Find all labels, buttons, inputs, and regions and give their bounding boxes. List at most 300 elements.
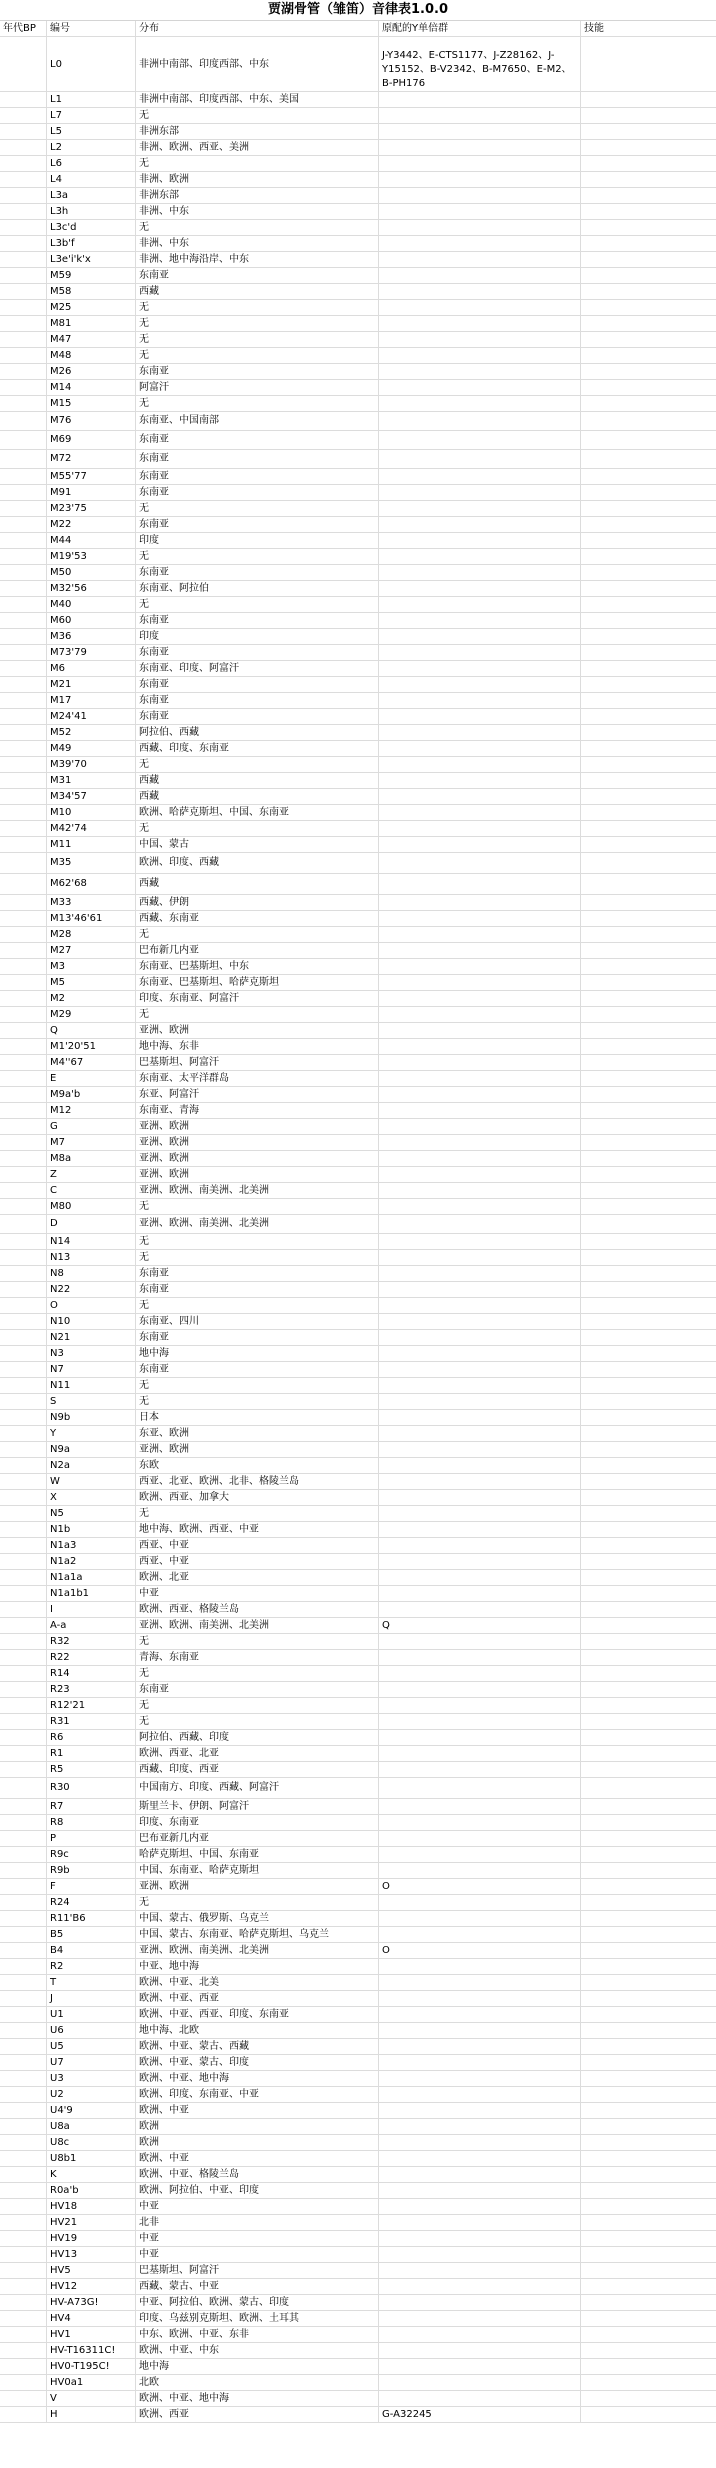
skill-cell[interactable] xyxy=(580,1410,716,1425)
y-haplogroup-cell[interactable] xyxy=(378,108,580,123)
id-cell[interactable]: R2 xyxy=(46,1959,135,1974)
era-cell[interactable] xyxy=(0,2359,46,2374)
id-cell[interactable]: L2 xyxy=(46,140,135,155)
y-haplogroup-cell[interactable] xyxy=(378,1183,580,1198)
distribution-cell[interactable]: 东南亚、青海 xyxy=(135,1103,378,1118)
y-haplogroup-cell[interactable] xyxy=(378,1682,580,1697)
skill-cell[interactable] xyxy=(580,677,716,692)
era-cell[interactable] xyxy=(0,1023,46,1038)
y-haplogroup-cell[interactable] xyxy=(378,1119,580,1134)
y-haplogroup-cell[interactable] xyxy=(378,1087,580,1102)
skill-cell[interactable] xyxy=(580,2119,716,2134)
distribution-cell[interactable]: 东南亚、巴基斯坦、中东 xyxy=(135,959,378,974)
y-haplogroup-cell[interactable] xyxy=(378,975,580,990)
id-cell[interactable]: M48 xyxy=(46,348,135,363)
id-cell[interactable]: M60 xyxy=(46,613,135,628)
id-cell[interactable]: M42'74 xyxy=(46,821,135,836)
id-cell[interactable]: M72 xyxy=(46,450,135,468)
distribution-cell[interactable]: 中国、蒙古、俄罗斯、乌克兰 xyxy=(135,1911,378,1926)
skill-cell[interactable] xyxy=(580,2103,716,2118)
skill-cell[interactable] xyxy=(580,501,716,516)
distribution-cell[interactable]: 欧洲、中亚、蒙古、印度 xyxy=(135,2055,378,2070)
distribution-cell[interactable]: 非洲、欧洲、西亚、美洲 xyxy=(135,140,378,155)
y-haplogroup-cell[interactable] xyxy=(378,1815,580,1830)
id-cell[interactable]: N21 xyxy=(46,1330,135,1345)
era-cell[interactable] xyxy=(0,1650,46,1665)
skill-cell[interactable] xyxy=(580,1007,716,1022)
era-cell[interactable] xyxy=(0,1895,46,1910)
skill-cell[interactable] xyxy=(580,2311,716,2326)
y-haplogroup-cell[interactable] xyxy=(378,597,580,612)
id-cell[interactable]: R8 xyxy=(46,1815,135,1830)
distribution-cell[interactable]: 阿富汗 xyxy=(135,380,378,395)
id-cell[interactable]: M1'20'51 xyxy=(46,1039,135,1054)
era-cell[interactable] xyxy=(0,613,46,628)
id-cell[interactable]: M62'68 xyxy=(46,874,135,894)
distribution-cell[interactable]: 东南亚 xyxy=(135,485,378,500)
distribution-cell[interactable]: 无 xyxy=(135,549,378,564)
id-cell[interactable]: N14 xyxy=(46,1234,135,1249)
distribution-cell[interactable]: 地中海 xyxy=(135,1346,378,1361)
id-cell[interactable]: A-a xyxy=(46,1618,135,1633)
y-haplogroup-cell[interactable] xyxy=(378,1991,580,2006)
era-cell[interactable] xyxy=(0,1799,46,1814)
id-cell[interactable]: L6 xyxy=(46,156,135,171)
era-cell[interactable] xyxy=(0,1879,46,1894)
era-cell[interactable] xyxy=(0,1847,46,1862)
skill-cell[interactable] xyxy=(580,2039,716,2054)
y-haplogroup-cell[interactable] xyxy=(378,2103,580,2118)
era-cell[interactable] xyxy=(0,1618,46,1633)
skill-cell[interactable] xyxy=(580,1103,716,1118)
skill-cell[interactable] xyxy=(580,316,716,331)
era-cell[interactable] xyxy=(0,1522,46,1537)
skill-cell[interactable] xyxy=(580,156,716,171)
distribution-cell[interactable]: 欧洲、西亚、北亚 xyxy=(135,1746,378,1761)
y-haplogroup-cell[interactable] xyxy=(378,1863,580,1878)
y-haplogroup-cell[interactable] xyxy=(378,874,580,894)
skill-cell[interactable] xyxy=(580,1911,716,1926)
id-cell[interactable]: HV19 xyxy=(46,2231,135,2246)
y-haplogroup-cell[interactable] xyxy=(378,156,580,171)
distribution-cell[interactable]: 非洲、中东 xyxy=(135,236,378,251)
distribution-cell[interactable]: 亚洲、欧洲、南美洲、北美洲 xyxy=(135,1215,378,1233)
distribution-cell[interactable]: 阿拉伯、西藏、印度 xyxy=(135,1730,378,1745)
skill-cell[interactable] xyxy=(580,431,716,449)
era-cell[interactable] xyxy=(0,1298,46,1313)
skill-cell[interactable] xyxy=(580,1831,716,1846)
y-haplogroup-cell[interactable] xyxy=(378,565,580,580)
y-haplogroup-cell[interactable]: Q xyxy=(378,1618,580,1633)
y-haplogroup-cell[interactable] xyxy=(378,533,580,548)
id-cell[interactable]: E xyxy=(46,1071,135,1086)
skill-cell[interactable] xyxy=(580,1863,716,1878)
skill-cell[interactable] xyxy=(580,1298,716,1313)
y-haplogroup-cell[interactable] xyxy=(378,2023,580,2038)
id-cell[interactable]: M12 xyxy=(46,1103,135,1118)
era-cell[interactable] xyxy=(0,2327,46,2342)
id-cell[interactable]: V xyxy=(46,2391,135,2406)
distribution-cell[interactable]: 无 xyxy=(135,220,378,235)
skill-cell[interactable] xyxy=(580,1730,716,1745)
skill-cell[interactable] xyxy=(580,2375,716,2390)
era-cell[interactable] xyxy=(0,1698,46,1713)
era-cell[interactable] xyxy=(0,108,46,123)
distribution-cell[interactable]: 欧洲、中亚、北美 xyxy=(135,1975,378,1990)
id-cell[interactable]: M17 xyxy=(46,693,135,708)
skill-cell[interactable] xyxy=(580,37,716,91)
distribution-cell[interactable]: 亚洲、欧洲 xyxy=(135,1167,378,1182)
y-haplogroup-cell[interactable] xyxy=(378,1234,580,1249)
distribution-cell[interactable]: 印度 xyxy=(135,533,378,548)
y-haplogroup-cell[interactable] xyxy=(378,2119,580,2134)
distribution-cell[interactable]: 西藏 xyxy=(135,874,378,894)
distribution-cell[interactable]: 巴布亚新几内亚 xyxy=(135,1831,378,1846)
y-haplogroup-cell[interactable] xyxy=(378,485,580,500)
era-cell[interactable] xyxy=(0,1474,46,1489)
skill-cell[interactable] xyxy=(580,2391,716,2406)
distribution-cell[interactable]: 印度 xyxy=(135,629,378,644)
era-cell[interactable] xyxy=(0,501,46,516)
y-haplogroup-cell[interactable] xyxy=(378,1975,580,1990)
skill-cell[interactable] xyxy=(580,517,716,532)
id-cell[interactable]: B5 xyxy=(46,1927,135,1942)
id-cell[interactable]: M19'53 xyxy=(46,549,135,564)
id-cell[interactable]: L1 xyxy=(46,92,135,107)
y-haplogroup-cell[interactable] xyxy=(378,1927,580,1942)
skill-cell[interactable] xyxy=(580,565,716,580)
id-cell[interactable]: N2a xyxy=(46,1458,135,1473)
era-cell[interactable] xyxy=(0,156,46,171)
id-cell[interactable]: HV4 xyxy=(46,2311,135,2326)
y-haplogroup-cell[interactable] xyxy=(378,2343,580,2358)
y-haplogroup-cell[interactable] xyxy=(378,789,580,804)
skill-cell[interactable] xyxy=(580,284,716,299)
y-haplogroup-cell[interactable] xyxy=(378,284,580,299)
era-cell[interactable] xyxy=(0,2023,46,2038)
skill-cell[interactable] xyxy=(580,2247,716,2262)
id-cell[interactable]: M59 xyxy=(46,268,135,283)
distribution-cell[interactable]: 非洲东部 xyxy=(135,124,378,139)
skill-cell[interactable] xyxy=(580,2359,716,2374)
skill-cell[interactable] xyxy=(580,943,716,958)
y-haplogroup-cell[interactable] xyxy=(378,581,580,596)
id-cell[interactable]: M22 xyxy=(46,517,135,532)
skill-cell[interactable] xyxy=(580,1714,716,1729)
distribution-cell[interactable]: 东南亚、四川 xyxy=(135,1314,378,1329)
y-haplogroup-cell[interactable] xyxy=(378,1847,580,1862)
distribution-cell[interactable]: 中亚、地中海 xyxy=(135,1959,378,1974)
distribution-cell[interactable]: 欧洲、西亚、格陵兰岛 xyxy=(135,1602,378,1617)
y-haplogroup-cell[interactable] xyxy=(378,2007,580,2022)
id-cell[interactable]: Q xyxy=(46,1023,135,1038)
y-haplogroup-cell[interactable] xyxy=(378,1634,580,1649)
y-haplogroup-cell[interactable] xyxy=(378,709,580,724)
distribution-cell[interactable]: 欧洲、中亚 xyxy=(135,2151,378,2166)
distribution-cell[interactable]: 北非 xyxy=(135,2215,378,2230)
y-haplogroup-cell[interactable] xyxy=(378,1442,580,1457)
id-cell[interactable]: M52 xyxy=(46,725,135,740)
era-cell[interactable] xyxy=(0,2151,46,2166)
y-haplogroup-cell[interactable] xyxy=(378,853,580,873)
id-cell[interactable]: B4 xyxy=(46,1943,135,1958)
distribution-cell[interactable]: 哈萨克斯坦、中国、东南亚 xyxy=(135,1847,378,1862)
skill-cell[interactable] xyxy=(580,348,716,363)
distribution-cell[interactable]: 无 xyxy=(135,1199,378,1214)
distribution-cell[interactable]: 无 xyxy=(135,316,378,331)
era-cell[interactable] xyxy=(0,1714,46,1729)
skill-cell[interactable] xyxy=(580,1378,716,1393)
era-cell[interactable] xyxy=(0,959,46,974)
y-haplogroup-cell[interactable] xyxy=(378,1426,580,1441)
distribution-cell[interactable]: 东南亚 xyxy=(135,364,378,379)
era-cell[interactable] xyxy=(0,2295,46,2310)
era-cell[interactable] xyxy=(0,975,46,990)
skill-cell[interactable] xyxy=(580,1362,716,1377)
skill-cell[interactable] xyxy=(580,1250,716,1265)
id-cell[interactable]: L5 xyxy=(46,124,135,139)
skill-cell[interactable] xyxy=(580,300,716,315)
era-cell[interactable] xyxy=(0,1815,46,1830)
skill-cell[interactable] xyxy=(580,1266,716,1281)
distribution-cell[interactable]: 西亚、北亚、欧洲、北非、格陵兰岛 xyxy=(135,1474,378,1489)
id-cell[interactable]: K xyxy=(46,2167,135,2182)
skill-cell[interactable] xyxy=(580,1490,716,1505)
id-cell[interactable]: M50 xyxy=(46,565,135,580)
distribution-cell[interactable]: 西藏、蒙古、中亚 xyxy=(135,2279,378,2294)
id-cell[interactable]: R22 xyxy=(46,1650,135,1665)
y-haplogroup-cell[interactable] xyxy=(378,469,580,484)
id-cell[interactable]: M35 xyxy=(46,853,135,873)
y-haplogroup-cell[interactable] xyxy=(378,1410,580,1425)
skill-cell[interactable] xyxy=(580,1570,716,1585)
id-cell[interactable]: M7 xyxy=(46,1135,135,1150)
skill-cell[interactable] xyxy=(580,220,716,235)
distribution-cell[interactable]: 欧洲、印度、东南亚、中亚 xyxy=(135,2087,378,2102)
y-haplogroup-cell[interactable] xyxy=(378,1799,580,1814)
distribution-cell[interactable]: 东南亚 xyxy=(135,268,378,283)
era-cell[interactable] xyxy=(0,1282,46,1297)
id-cell[interactable]: F xyxy=(46,1879,135,1894)
era-cell[interactable] xyxy=(0,412,46,430)
era-cell[interactable] xyxy=(0,1586,46,1601)
distribution-cell[interactable]: 东南亚 xyxy=(135,1266,378,1281)
skill-cell[interactable] xyxy=(580,741,716,756)
era-cell[interactable] xyxy=(0,1991,46,2006)
y-haplogroup-cell[interactable] xyxy=(378,1215,580,1233)
distribution-cell[interactable]: 地中海 xyxy=(135,2359,378,2374)
y-haplogroup-cell[interactable] xyxy=(378,1250,580,1265)
skill-cell[interactable] xyxy=(580,1991,716,2006)
distribution-cell[interactable]: 无 xyxy=(135,1394,378,1409)
skill-cell[interactable] xyxy=(580,1650,716,1665)
era-cell[interactable] xyxy=(0,300,46,315)
skill-cell[interactable] xyxy=(580,1071,716,1086)
distribution-cell[interactable]: 西亚、中亚 xyxy=(135,1538,378,1553)
skill-cell[interactable] xyxy=(580,1586,716,1601)
skill-cell[interactable] xyxy=(580,1087,716,1102)
y-haplogroup-cell[interactable] xyxy=(378,1314,580,1329)
era-cell[interactable] xyxy=(0,140,46,155)
distribution-cell[interactable]: 无 xyxy=(135,1007,378,1022)
y-haplogroup-cell[interactable] xyxy=(378,959,580,974)
distribution-cell[interactable]: 亚洲、欧洲 xyxy=(135,1023,378,1038)
era-cell[interactable] xyxy=(0,450,46,468)
skill-cell[interactable] xyxy=(580,2199,716,2214)
era-cell[interactable] xyxy=(0,895,46,910)
y-haplogroup-cell[interactable] xyxy=(378,364,580,379)
distribution-cell[interactable]: 西藏 xyxy=(135,284,378,299)
distribution-cell[interactable]: 欧洲、西亚 xyxy=(135,2407,378,2422)
era-cell[interactable] xyxy=(0,1570,46,1585)
id-cell[interactable]: D xyxy=(46,1215,135,1233)
y-haplogroup-cell[interactable] xyxy=(378,549,580,564)
y-haplogroup-cell[interactable] xyxy=(378,1458,580,1473)
y-haplogroup-cell[interactable] xyxy=(378,188,580,203)
distribution-cell[interactable]: 巴基斯坦、阿富汗 xyxy=(135,2263,378,2278)
era-cell[interactable] xyxy=(0,268,46,283)
y-haplogroup-cell[interactable] xyxy=(378,332,580,347)
skill-cell[interactable] xyxy=(580,2055,716,2070)
id-cell[interactable]: R5 xyxy=(46,1762,135,1777)
id-cell[interactable]: HV-T16311C! xyxy=(46,2343,135,2358)
y-haplogroup-cell[interactable] xyxy=(378,2055,580,2070)
id-cell[interactable]: M69 xyxy=(46,431,135,449)
id-cell[interactable]: HV18 xyxy=(46,2199,135,2214)
y-haplogroup-cell[interactable] xyxy=(378,821,580,836)
skill-cell[interactable] xyxy=(580,645,716,660)
y-haplogroup-cell[interactable] xyxy=(378,2359,580,2374)
distribution-cell[interactable]: 中国、东南亚、哈萨克斯坦 xyxy=(135,1863,378,1878)
y-haplogroup-cell[interactable] xyxy=(378,1298,580,1313)
skill-cell[interactable] xyxy=(580,927,716,942)
era-cell[interactable] xyxy=(0,2199,46,2214)
skill-cell[interactable] xyxy=(580,1927,716,1942)
skill-cell[interactable] xyxy=(580,821,716,836)
era-cell[interactable] xyxy=(0,645,46,660)
skill-cell[interactable] xyxy=(580,1847,716,1862)
id-cell[interactable]: M40 xyxy=(46,597,135,612)
y-haplogroup-cell[interactable] xyxy=(378,725,580,740)
y-haplogroup-cell[interactable] xyxy=(378,1762,580,1777)
skill-cell[interactable] xyxy=(580,2135,716,2150)
skill-cell[interactable] xyxy=(580,2407,716,2422)
skill-cell[interactable] xyxy=(580,236,716,251)
era-cell[interactable] xyxy=(0,2343,46,2358)
distribution-cell[interactable]: 无 xyxy=(135,1698,378,1713)
distribution-cell[interactable]: 亚洲、欧洲 xyxy=(135,1879,378,1894)
y-haplogroup-cell[interactable] xyxy=(378,757,580,772)
era-cell[interactable] xyxy=(0,188,46,203)
id-cell[interactable]: U7 xyxy=(46,2055,135,2070)
distribution-cell[interactable]: 东南亚 xyxy=(135,450,378,468)
era-cell[interactable] xyxy=(0,37,46,91)
distribution-cell[interactable]: 欧洲、中亚、蒙古、西藏 xyxy=(135,2039,378,2054)
id-cell[interactable]: U3 xyxy=(46,2071,135,2086)
distribution-cell[interactable]: 西藏、印度、东南亚 xyxy=(135,741,378,756)
era-cell[interactable] xyxy=(0,1927,46,1942)
y-haplogroup-cell[interactable] xyxy=(378,2215,580,2230)
id-cell[interactable]: M5 xyxy=(46,975,135,990)
id-cell[interactable]: M58 xyxy=(46,284,135,299)
id-cell[interactable]: N1a1a xyxy=(46,1570,135,1585)
era-cell[interactable] xyxy=(0,2007,46,2022)
era-cell[interactable] xyxy=(0,1103,46,1118)
distribution-cell[interactable]: 非洲东部 xyxy=(135,188,378,203)
id-cell[interactable]: M49 xyxy=(46,741,135,756)
id-cell[interactable]: N1a1b1 xyxy=(46,1586,135,1601)
era-cell[interactable] xyxy=(0,1055,46,1070)
id-cell[interactable]: L3b'f xyxy=(46,236,135,251)
era-cell[interactable] xyxy=(0,943,46,958)
distribution-cell[interactable]: 斯里兰卡、伊朗、阿富汗 xyxy=(135,1799,378,1814)
y-haplogroup-cell[interactable] xyxy=(378,124,580,139)
skill-cell[interactable] xyxy=(580,629,716,644)
distribution-cell[interactable]: 欧洲、中亚、西亚、印度、东南亚 xyxy=(135,2007,378,2022)
era-cell[interactable] xyxy=(0,124,46,139)
era-cell[interactable] xyxy=(0,2039,46,2054)
id-cell[interactable]: L3c'd xyxy=(46,220,135,235)
y-haplogroup-cell[interactable] xyxy=(378,2231,580,2246)
skill-cell[interactable] xyxy=(580,172,716,187)
y-haplogroup-cell[interactable] xyxy=(378,2247,580,2262)
skill-cell[interactable] xyxy=(580,2231,716,2246)
distribution-cell[interactable]: 欧洲、中亚 xyxy=(135,2103,378,2118)
id-cell[interactable]: M76 xyxy=(46,412,135,430)
skill-cell[interactable] xyxy=(580,1602,716,1617)
skill-cell[interactable] xyxy=(580,485,716,500)
id-cell[interactable]: M10 xyxy=(46,805,135,820)
skill-cell[interactable] xyxy=(580,661,716,676)
skill-cell[interactable] xyxy=(580,1762,716,1777)
distribution-cell[interactable]: 无 xyxy=(135,1506,378,1521)
era-cell[interactable] xyxy=(0,1330,46,1345)
id-cell[interactable]: M47 xyxy=(46,332,135,347)
id-cell[interactable]: Y xyxy=(46,1426,135,1441)
id-cell[interactable]: L0 xyxy=(46,37,135,91)
era-cell[interactable] xyxy=(0,2135,46,2150)
y-haplogroup-cell[interactable] xyxy=(378,2167,580,2182)
skill-cell[interactable] xyxy=(580,1895,716,1910)
era-cell[interactable] xyxy=(0,927,46,942)
skill-cell[interactable] xyxy=(580,975,716,990)
distribution-cell[interactable]: 无 xyxy=(135,1895,378,1910)
distribution-cell[interactable]: 无 xyxy=(135,156,378,171)
skill-cell[interactable] xyxy=(580,2215,716,2230)
era-cell[interactable] xyxy=(0,1167,46,1182)
era-cell[interactable] xyxy=(0,837,46,852)
distribution-cell[interactable]: 欧洲、中亚、格陵兰岛 xyxy=(135,2167,378,2182)
distribution-cell[interactable]: 东亚、阿富汗 xyxy=(135,1087,378,1102)
distribution-cell[interactable]: 中亚、阿拉伯、欧洲、蒙古、印度 xyxy=(135,2295,378,2310)
era-cell[interactable] xyxy=(0,1394,46,1409)
era-cell[interactable] xyxy=(0,2119,46,2134)
distribution-cell[interactable]: 亚洲、欧洲 xyxy=(135,1135,378,1150)
era-cell[interactable] xyxy=(0,757,46,772)
distribution-cell[interactable]: 非洲中南部、印度西部、中东 xyxy=(135,37,378,91)
skill-cell[interactable] xyxy=(580,1959,716,1974)
skill-cell[interactable] xyxy=(580,364,716,379)
distribution-cell[interactable]: 无 xyxy=(135,1634,378,1649)
skill-cell[interactable] xyxy=(580,1778,716,1798)
y-haplogroup-cell[interactable] xyxy=(378,252,580,267)
distribution-cell[interactable]: 中亚 xyxy=(135,2247,378,2262)
skill-cell[interactable] xyxy=(580,2151,716,2166)
distribution-cell[interactable]: 欧洲、西亚、加拿大 xyxy=(135,1490,378,1505)
distribution-cell[interactable]: 欧洲、阿拉伯、中亚、印度 xyxy=(135,2183,378,2198)
distribution-cell[interactable]: 西藏、印度、西亚 xyxy=(135,1762,378,1777)
era-cell[interactable] xyxy=(0,1975,46,1990)
